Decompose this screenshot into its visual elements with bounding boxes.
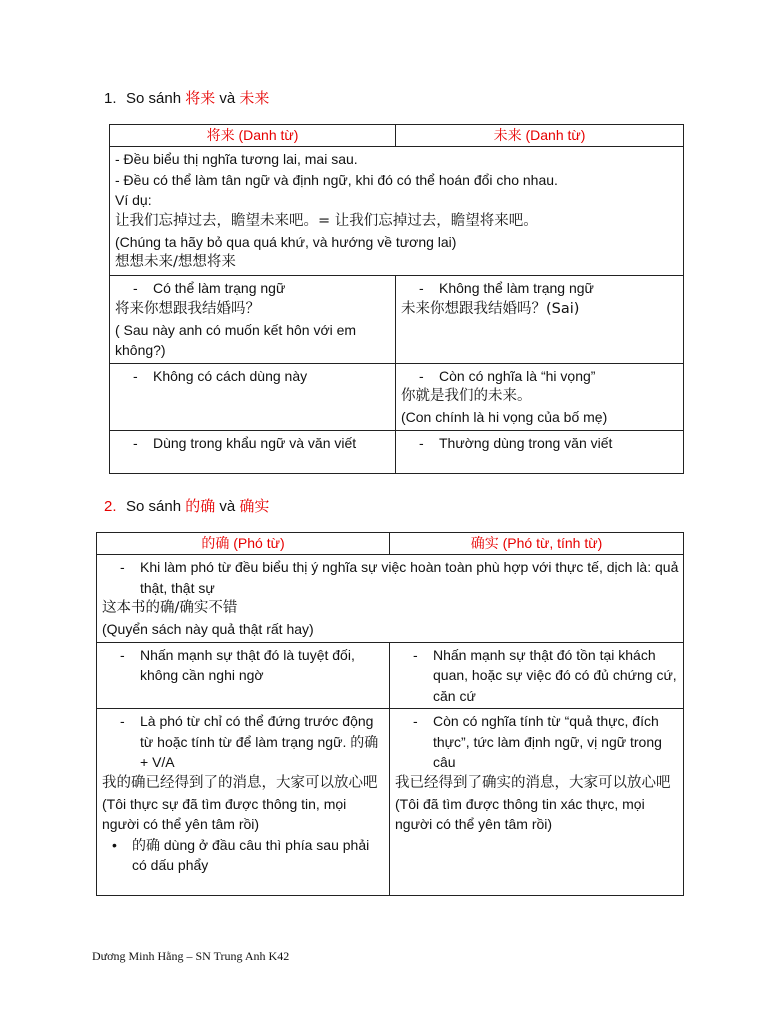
- point-text: Còn có nghĩa tính từ “quả thực, đích thực”, tức làm định ngữ, vị ngữ trong câu: [433, 713, 662, 770]
- cell-left: [110, 363, 396, 430]
- point-text: Khi làm phó từ đều biểu thị ý nghĩa sự việc hoàn toàn phù hợp với thực tế, dịch là: quả thật, thật sự: [140, 559, 679, 596]
- shared-line: - Đều có thể làm tân ngữ và định ngữ, khi đó có thể hoán đổi cho nhau.: [115, 171, 558, 188]
- point-text: Dùng trong khẩu ngữ và văn viết: [153, 434, 357, 451]
- dash-marker: -: [419, 367, 424, 384]
- point-text: Còn có nghĩa là “hi vọng”: [439, 367, 596, 384]
- heading-connector: và: [219, 498, 236, 515]
- bullet-text: 的确 dùng ở đầu câu thì phía sau phải có dấu phẩy: [132, 836, 370, 873]
- cell-right: [390, 642, 684, 709]
- example-translation: ( Sau này anh có muốn kết hôn với em không?): [115, 321, 357, 358]
- header-pos: (Danh từ): [238, 127, 299, 143]
- shared-cell: [97, 555, 684, 643]
- dash-item: [115, 433, 391, 454]
- heading-term-a: 将来: [185, 90, 216, 107]
- dash-item: [102, 711, 385, 773]
- dash-marker: -: [133, 434, 138, 451]
- heading-prefix: So sánh: [126, 90, 182, 107]
- example-translation: (Tôi thực sự đã tìm được thông tin, mọi người có thể yên tâm rồi): [102, 795, 347, 832]
- cell-left: [110, 430, 396, 473]
- header-term: 确实: [470, 535, 499, 551]
- example-label: Ví dụ:: [115, 192, 152, 208]
- dash-marker: -: [413, 646, 418, 663]
- example-translation: (Con chính là hi vọng của bố mẹ): [401, 409, 608, 425]
- dash-item: [102, 645, 385, 686]
- heading-term-b: 确实: [239, 498, 270, 515]
- section-1-heading: [104, 89, 269, 109]
- dash-item: [102, 557, 679, 598]
- example-translation: (Chúng ta hãy bỏ qua quá khứ, và hướng về tương lai): [115, 233, 457, 250]
- header-term: 将来: [206, 127, 235, 143]
- example-chinese: 让我们忘掉过去，瞻望未来吧。= 让我们忘掉过去，瞻望将来吧。: [115, 212, 538, 229]
- dash-item: [401, 433, 679, 454]
- point-text: Không có cách dùng này: [153, 367, 308, 384]
- cell-right: [390, 709, 684, 896]
- cell-left: [110, 276, 396, 364]
- heading-connector: và: [219, 90, 236, 107]
- example-chinese: 这本书的确/确实不错: [102, 600, 238, 616]
- example-chinese: 想想未来/想想将来: [115, 254, 236, 270]
- cell-right: [396, 363, 684, 430]
- dash-marker: -: [120, 646, 125, 663]
- dash-marker: -: [419, 434, 424, 451]
- point-text: Thường dùng trong văn viết: [439, 434, 613, 451]
- example-chinese: 未来你想跟我结婚吗？(Sai): [401, 300, 580, 317]
- section-2-heading: [104, 497, 269, 517]
- heading-term-a: 的确: [185, 498, 216, 515]
- section-number: 1.: [104, 90, 117, 107]
- header-cell-dique: [97, 533, 390, 555]
- dash-marker: -: [133, 280, 138, 296]
- cell-left: [97, 709, 390, 896]
- cell-left: [97, 642, 390, 709]
- header-cell-weilai: [396, 125, 684, 147]
- footer-author: Dương Minh Hằng – SN Trung Anh K42: [92, 949, 290, 963]
- cell-right: [396, 430, 684, 473]
- point-text: Không thể làm trạng ngữ: [439, 280, 594, 296]
- heading-term-b: 未来: [239, 90, 270, 107]
- example-chinese: 我的确已经得到了的消息，大家可以放心吧: [102, 774, 378, 791]
- example-translation: (Quyển sách này quả thật rất hay): [102, 621, 314, 637]
- example-chinese: 将来你想跟我结婚吗？: [115, 300, 260, 317]
- dash-marker: -: [413, 713, 418, 729]
- cell-right: [396, 276, 684, 364]
- dash-marker: -: [120, 559, 125, 575]
- bullet-dot-icon: •: [112, 836, 117, 853]
- dash-marker: -: [120, 713, 125, 729]
- example-translation: (Tôi đã tìm được thông tin xác thực, mọi người có thể yên tâm rồi): [395, 795, 645, 832]
- bullet-item: [102, 835, 385, 876]
- dash-item: [395, 711, 679, 773]
- dash-item: [401, 278, 679, 299]
- example-chinese: 我已经得到了确实的消息，大家可以放心吧: [395, 774, 671, 791]
- dash-item: [115, 278, 391, 299]
- point-text: Là phó từ chỉ có thể đứng trước động từ hoặc tính từ để làm trạng ngữ. 的确 + V/A: [140, 713, 379, 770]
- header-term: 的确: [201, 535, 230, 551]
- point-text: Nhấn mạnh sự thật đó là tuyệt đối, không cần nghi ngờ: [140, 646, 355, 683]
- header-pos: (Phó từ, tính từ): [502, 535, 603, 551]
- header-pos: (Phó từ): [233, 535, 285, 551]
- point-text: Có thể làm trạng ngữ: [153, 280, 286, 296]
- comparison-table-1: [109, 124, 684, 474]
- comparison-table-2: [96, 532, 684, 896]
- header-cell-jianglai: [110, 125, 396, 147]
- section-number: 2.: [104, 498, 117, 515]
- dash-item: [115, 366, 391, 387]
- header-term: 未来: [493, 127, 522, 143]
- dash-item: [401, 366, 679, 387]
- dash-marker: -: [419, 280, 424, 296]
- shared-line: - Đều biểu thị nghĩa tương lai, mai sau.: [115, 151, 358, 167]
- shared-cell: [110, 147, 684, 276]
- dash-marker: -: [133, 367, 138, 384]
- point-text: Nhấn mạnh sự thật đó tồn tại khách quan, hoặc sự việc đó có đủ chứng cứ, căn cứ: [433, 646, 677, 704]
- header-cell-queshi: [390, 533, 684, 555]
- heading-prefix: So sánh: [126, 498, 182, 515]
- dash-item: [395, 645, 679, 707]
- example-chinese: 你就是我们的未来。: [401, 388, 532, 404]
- header-pos: (Danh từ): [525, 127, 586, 143]
